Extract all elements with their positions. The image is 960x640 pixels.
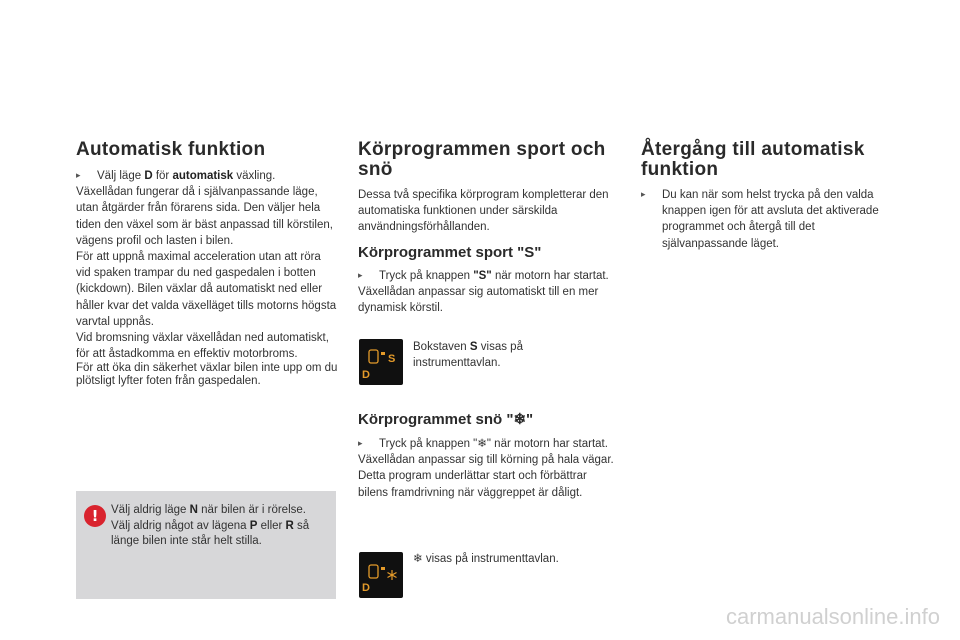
bullet-arrow-icon: ▸ (641, 190, 646, 200)
paragraph-kickdown: För att uppnå maximal acceleration utan att röra vid spaken trampar du ned gaspedalen i botten (kickdown). Bilen växlar då automatiskt ned eller håller kvar det valda växelläget tills motorns högsta varvtal uppnås. (76, 251, 337, 328)
paragraph-sport: Växellådan anpassar sig automatiskt till en mer dynamisk körstil. (358, 286, 599, 315)
svg-text:S: S (388, 353, 396, 365)
paragraph-adaptive: Växellådan fungerar då i självanpassande läge, utan åtgärder från förarens sida. Den väljer hela tiden den växel som är bäst anpassad till körstilen, vägens profil och lasten i bilen. (76, 186, 333, 247)
column-return (641, 140, 901, 252)
bullet-arrow-icon: ▸ (76, 171, 81, 181)
column-programs (358, 140, 620, 236)
caption-sport: Bokstaven S visas på instrumenttavlan. (413, 341, 523, 370)
column-automatic (76, 139, 338, 388)
paragraph-programs-intro: Dessa två specifika körprogram kompletterar den automatiska funktionen under särskilda användningsförhållanden. (358, 189, 609, 234)
dash-letter-d: D (362, 582, 370, 594)
heading-snow: Körprogrammet snö "❄" (358, 411, 534, 428)
dash-letter-d: D (362, 369, 370, 381)
section-sport (358, 244, 620, 317)
bullet-press-s: ▸ Tryck på knappen "S" när motorn har startat. (358, 268, 620, 284)
heading-sport: Körprogrammet sport "S" (358, 244, 542, 261)
warning-box (76, 491, 336, 599)
dashboard-sport-image (359, 339, 403, 385)
caption-snow: ❄ visas på instrumenttavlan. (413, 553, 559, 565)
section-snow (358, 411, 620, 501)
paragraph-braking: Vid bromsning växlar växellådan ned automatiskt, för att åstadkomma en effektiv motorbroms. (76, 332, 329, 361)
paragraph-safety: För att öka din säkerhet växlar bilen inte upp om du plötsligt lyfter foten från gaspedalen. (76, 362, 338, 388)
heading-return: Återgång till automatisk funktion (641, 139, 865, 180)
dashboard-snow-image (359, 552, 403, 598)
bullet-return: ▸ Du kan när som helst trycka på den valda knappen igen för att avsluta det aktiverade programmet och återgå till det självanpassande läget. (641, 189, 879, 250)
bullet-select-d: ▸ Välj läge D för automatisk växling. (76, 168, 338, 184)
warning-text: Välj aldrig läge N när bilen är i rörelse. Välj aldrig något av lägena P eller R så länge bilen inte står helt stilla. (111, 504, 310, 548)
bullet-arrow-icon: ▸ (358, 271, 363, 281)
paragraph-snow-roads: Växellådan anpassar sig till körning på hala vägar. (358, 454, 614, 467)
heading-automatic: Automatisk funktion (76, 139, 266, 160)
heading-programs: Körprogrammen sport och snö (358, 139, 606, 180)
warning-exclamation-icon: ! (84, 505, 106, 527)
watermark: carmanualsonline.info (725, 604, 940, 629)
bullet-arrow-icon: ▸ (358, 439, 363, 449)
bullet-press-snow: ▸ Tryck på knappen "❄" när motorn har startat. (358, 436, 620, 452)
paragraph-snow-traction: Detta program underlättar start och förbättrar bilens framdrivning när väggreppet är dåligt. (358, 470, 587, 499)
